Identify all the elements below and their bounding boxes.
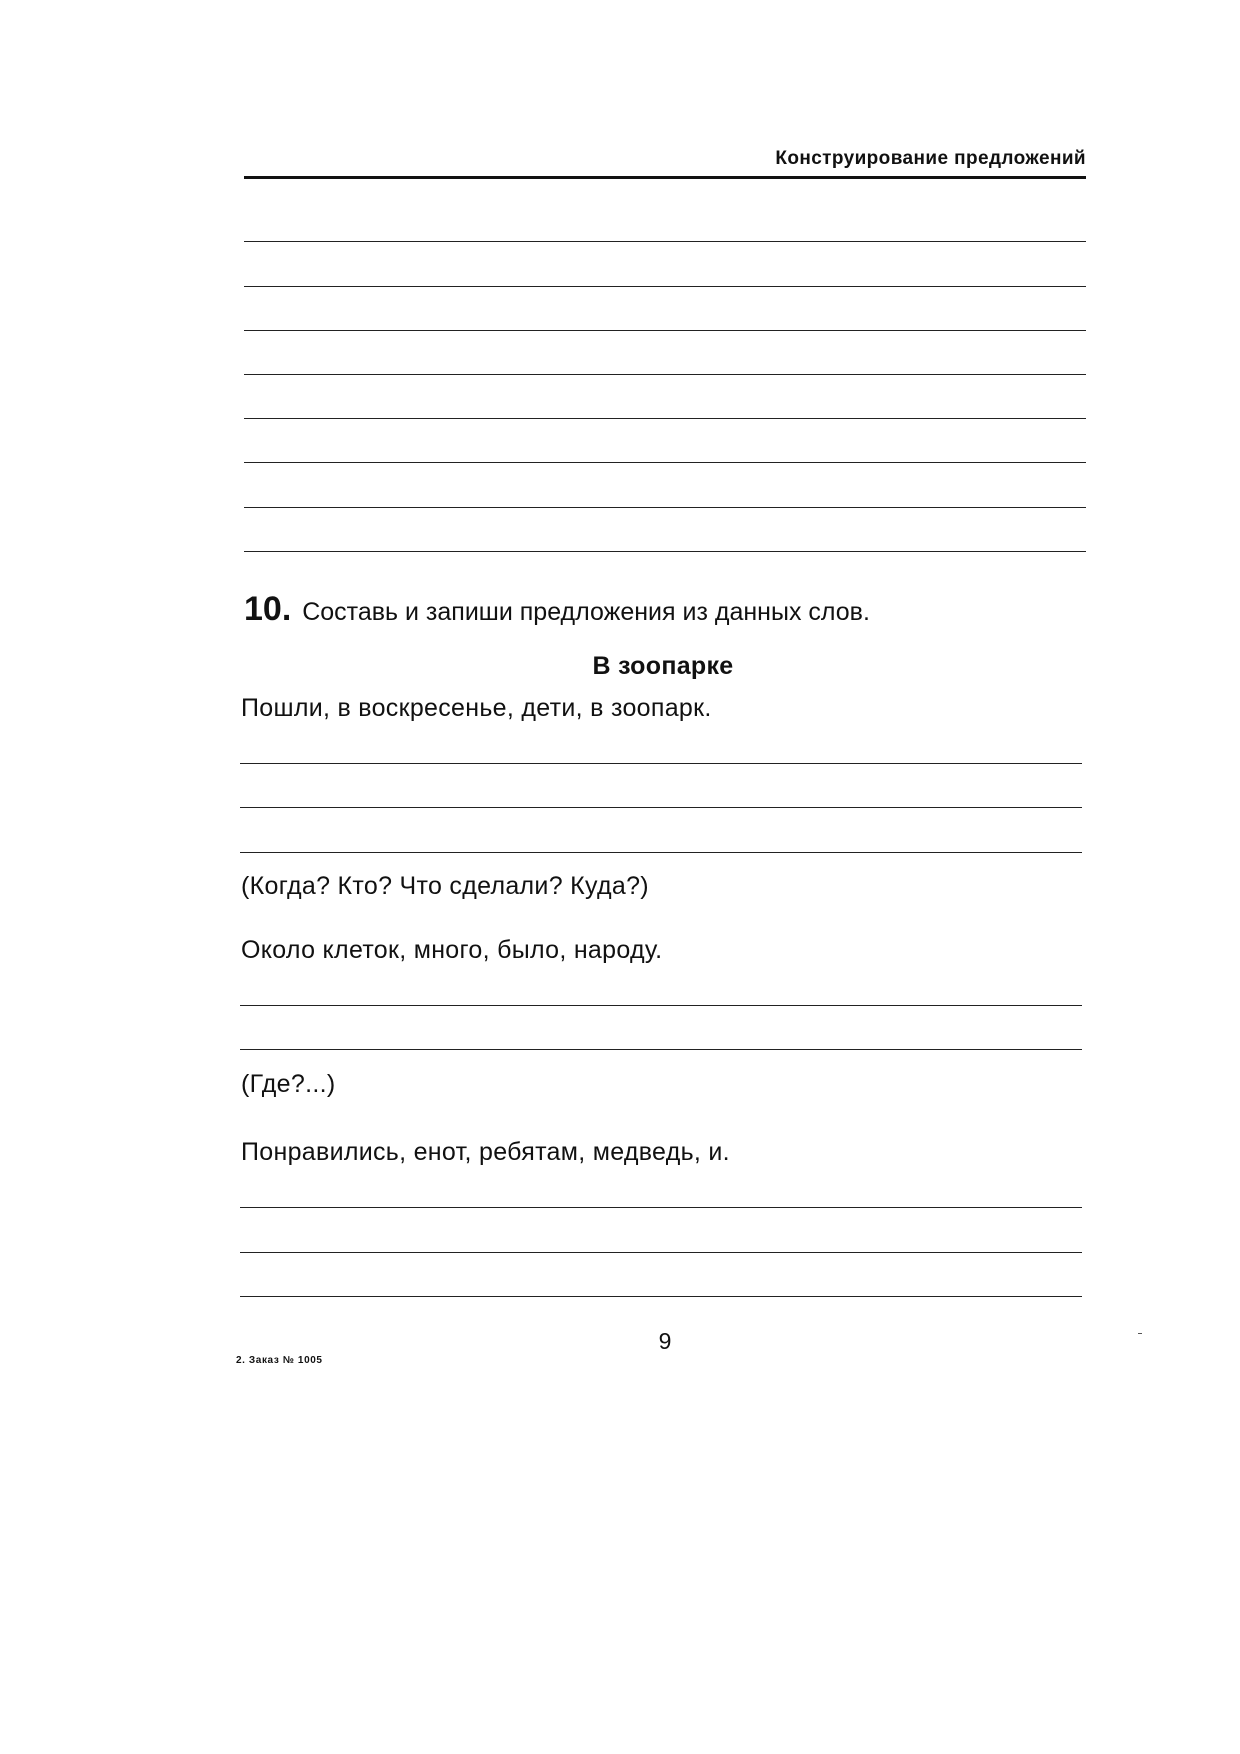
question-hint: (Когда? Кто? Что сделали? Куда?) (241, 872, 649, 900)
writing-line (244, 330, 1086, 331)
scan-mark (1138, 1333, 1142, 1334)
writing-line (240, 1005, 1082, 1006)
print-order-note: 2. Заказ № 1005 (236, 1355, 323, 1366)
sentence-prompt: Понравились, енот, ребятам, медведь, и. (241, 1138, 730, 1166)
sentence-prompt: Около клеток, много, было, народу. (241, 936, 663, 964)
writing-line (240, 1296, 1082, 1297)
sentence-prompt: Пошли, в воскресенье, дети, в зоопарк. (241, 694, 712, 722)
writing-line (244, 507, 1086, 508)
exercise-number: 10. (244, 590, 292, 628)
writing-line (244, 462, 1086, 463)
writing-line (244, 418, 1086, 419)
exercise-instruction: Составь и запиши предложения из данных слов. (302, 598, 870, 626)
writing-line (240, 1207, 1082, 1208)
writing-line (244, 551, 1086, 552)
writing-line (240, 852, 1082, 853)
header-rule (244, 176, 1086, 179)
writing-line (244, 241, 1086, 242)
exercise-heading (244, 590, 870, 629)
writing-line (240, 763, 1082, 764)
exercise-title: В зоопарке (592, 652, 734, 680)
writing-line (240, 807, 1082, 808)
writing-line (244, 286, 1086, 287)
writing-line (240, 1049, 1082, 1050)
section-header-title: Конструирование предложений (775, 148, 1086, 169)
question-hint: (Где?...) (241, 1070, 336, 1098)
writing-line (240, 1252, 1082, 1253)
page-number: 9 (658, 1328, 672, 1354)
writing-line (244, 374, 1086, 375)
